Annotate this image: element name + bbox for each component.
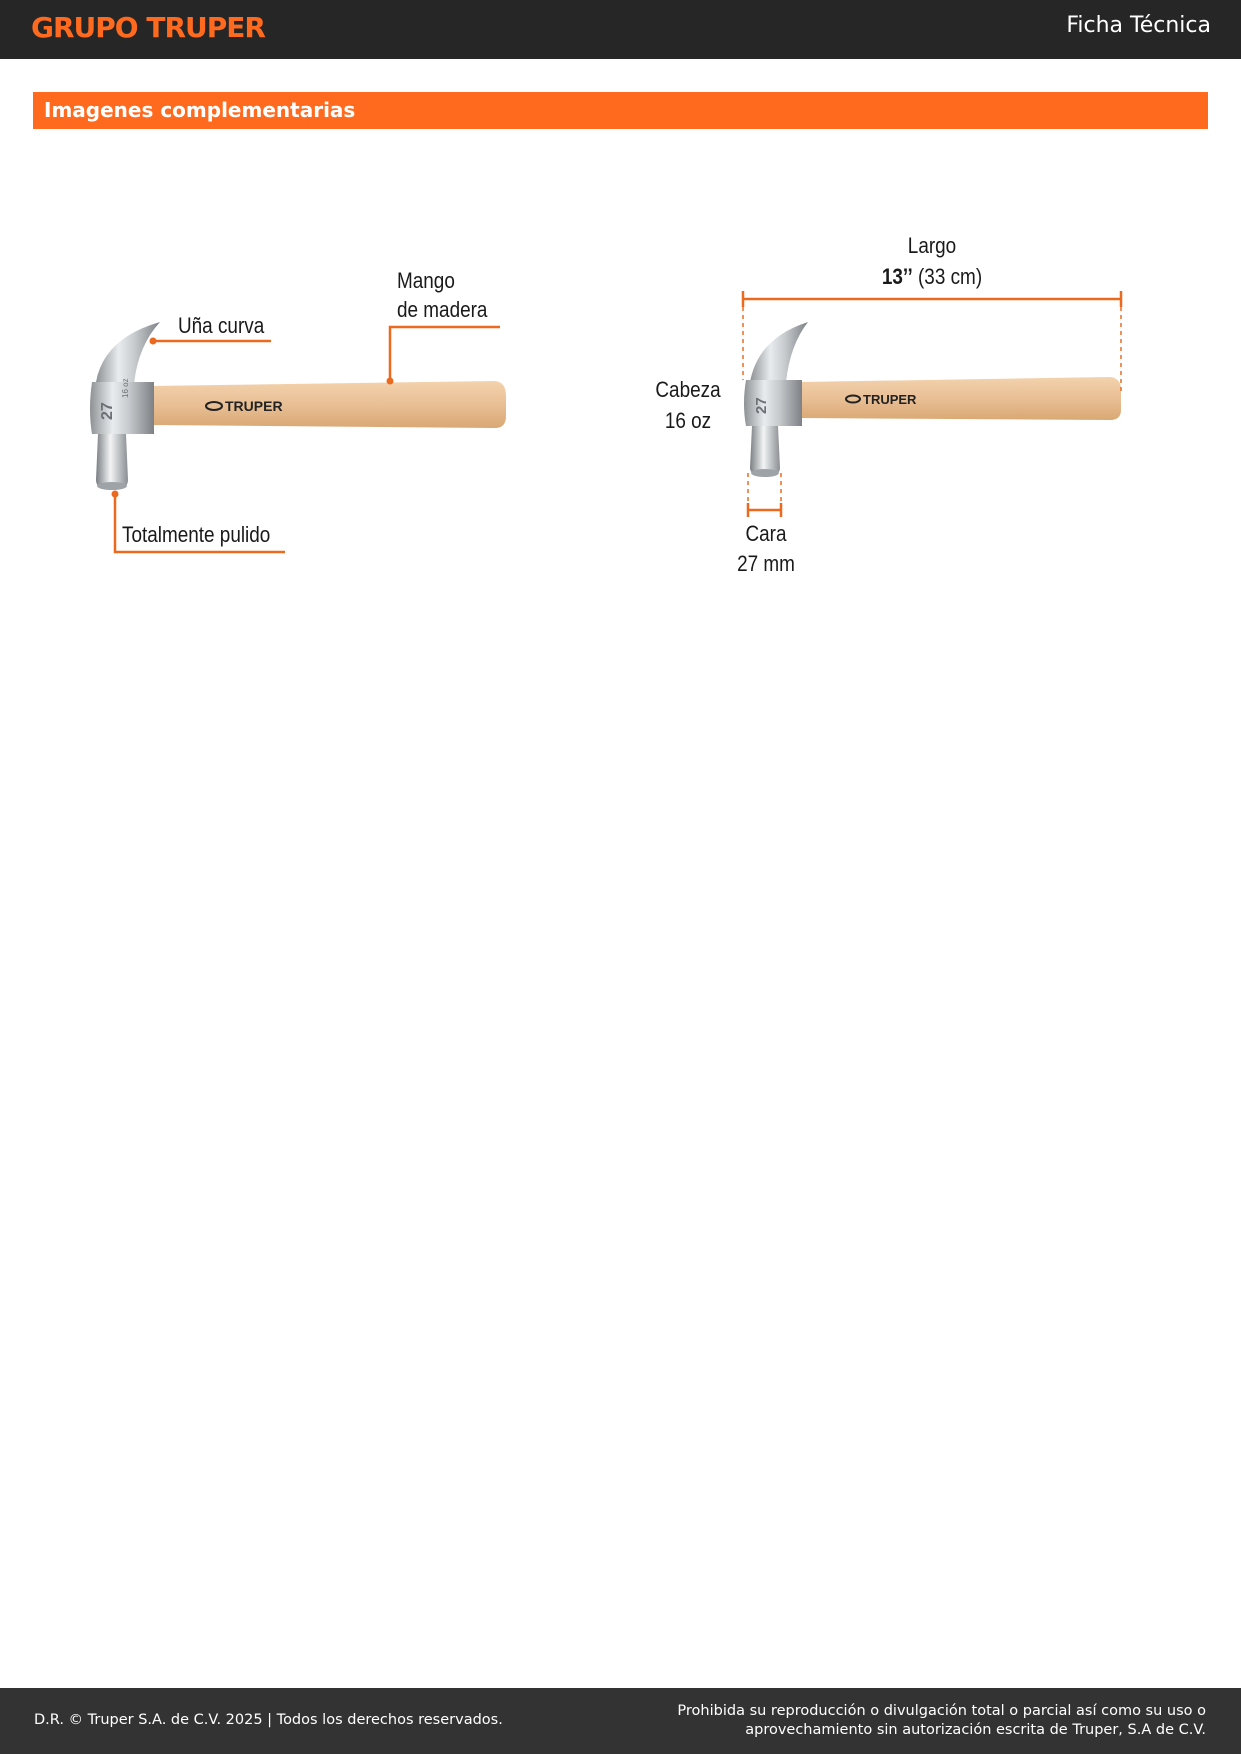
hammer-right-neck xyxy=(750,426,780,476)
head-weight-value: 16 oz xyxy=(664,408,712,433)
footer-copyright: D.R. © Truper S.A. de C.V. 2025 | Todos los derechos reservados. xyxy=(34,1712,503,1728)
footer-bar xyxy=(0,1688,1241,1754)
section-title: Imagenes complementarias xyxy=(44,98,356,122)
hammer-right-face xyxy=(751,469,779,477)
head-label: Cabeza xyxy=(655,377,721,402)
length-value-cm: (33 cm) xyxy=(917,264,983,289)
hammer-left-brand-text: TRUPER xyxy=(225,398,283,414)
left-callout-lines xyxy=(115,327,500,552)
hammer-left-claw xyxy=(96,322,160,384)
hammer-left-illustration xyxy=(90,322,506,490)
hammer-left-handle xyxy=(150,381,506,428)
hammer-right-illustration xyxy=(744,322,1121,477)
callout-finish-label: Totalmente pulido xyxy=(122,522,271,547)
footer-legal-line1: Prohibida su reproducción o divulgación total o parcial así como su uso o xyxy=(677,1703,1206,1719)
hammer-right-claw xyxy=(750,322,808,382)
callout-claw-label: Uña curva xyxy=(178,313,265,338)
brand-logo: GRUPO TRUPER xyxy=(31,11,265,44)
face-label: Cara xyxy=(745,521,787,546)
length-label: Largo xyxy=(907,233,957,258)
document-type-title: Ficha Técnica xyxy=(1066,13,1211,38)
callout-handle-label-line1: Mango xyxy=(397,268,455,293)
hammer-left-engraving-weight: 16 oz xyxy=(121,378,130,398)
hammer-right-handle xyxy=(800,377,1121,420)
callout-handle-label-line2: de madera xyxy=(397,297,488,322)
length-value xyxy=(846,262,1018,292)
length-dimension-line xyxy=(743,291,1121,307)
face-size-value: 27 mm xyxy=(737,551,795,576)
footer-legal-line2: aprovechamiento sin autorización escrita de Truper, S.A de C.V. xyxy=(745,1722,1206,1738)
hammer-left-engraving-size: 27 xyxy=(99,402,116,420)
hammer-right-engraving-size: 27 xyxy=(753,397,770,414)
footer-legal-notice xyxy=(677,1702,1206,1740)
hammer-left-face xyxy=(97,482,127,490)
hammer-left-neck xyxy=(96,434,128,490)
hammer-right-brand-text: TRUPER xyxy=(863,392,917,407)
length-value-inches: 13’’ xyxy=(881,264,913,289)
face-dimension-line xyxy=(748,503,781,517)
